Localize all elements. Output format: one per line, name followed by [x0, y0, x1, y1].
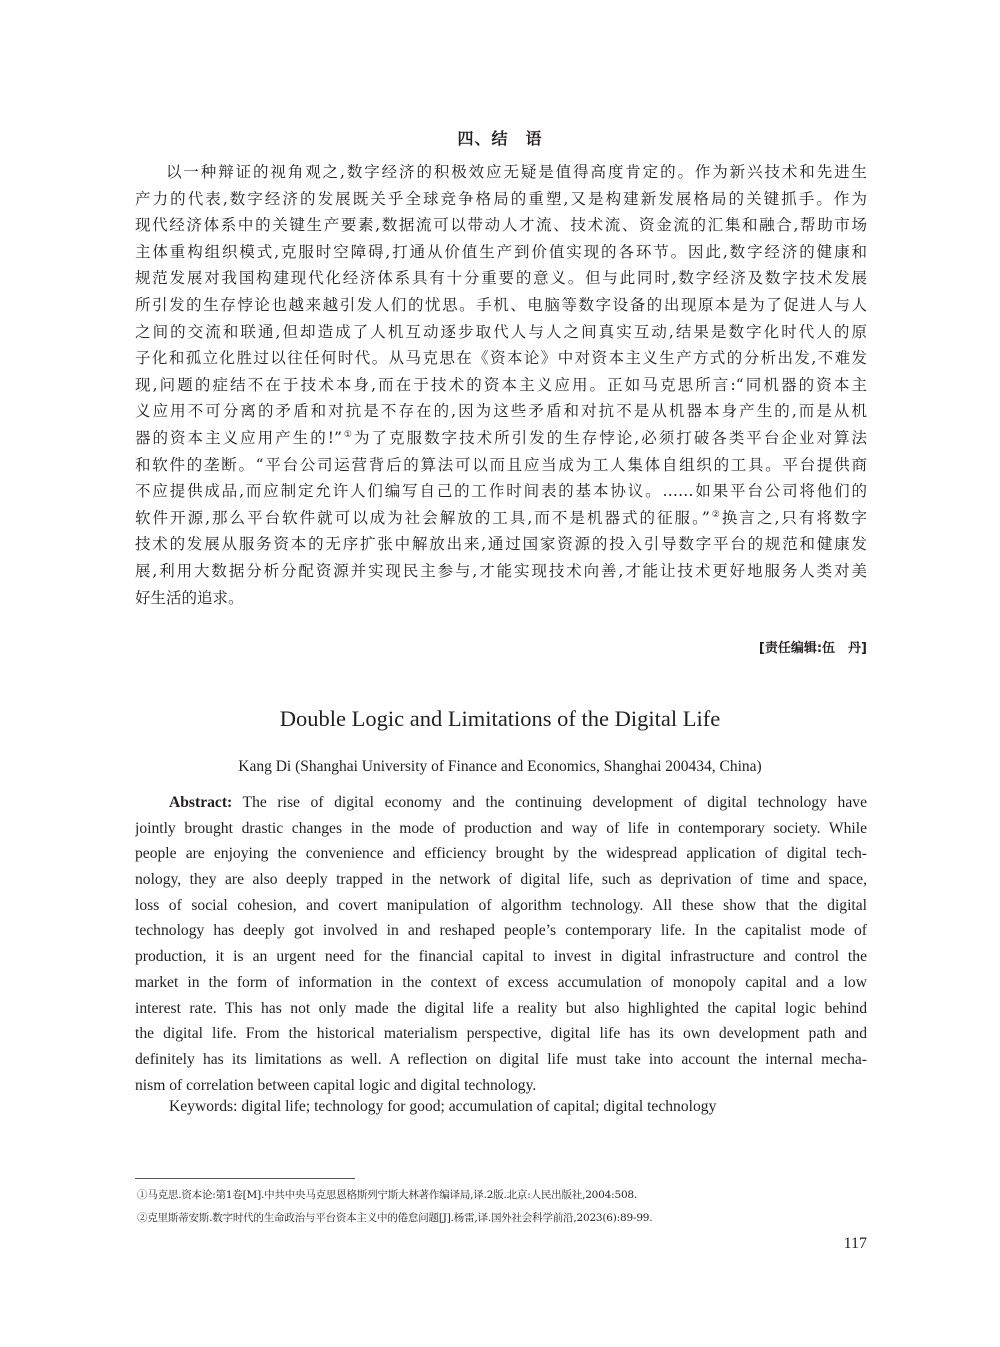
footnote-ref-1[interactable]: ①: [341, 429, 354, 440]
text-span: 器的资本主义应用产生的!”: [135, 428, 342, 447]
text-line: interest rate. This has not only made the digital life a reality but also highlighted the capital logic behind: [135, 999, 867, 1017]
text-span: 软件开源,那么平台软件就可以成为社会解放的工具,而不是机器式的征服。”: [135, 508, 710, 527]
text-line: the digital life. From the historical materialism perspective, digital life has its own development path and: [135, 1025, 867, 1043]
section-heading: 四、结 语: [457, 129, 543, 148]
english-title: Double Logic and Limitations of the Digital Life: [279, 706, 721, 731]
text-line: 义应用不可分离的矛盾和对抗是不存在的,因为这些矛盾和对抗不是从机器本身产生的,而是从机: [135, 402, 867, 421]
text-line: definitely has its limitations as well. A reflection on digital life must take into account the internal mecha-: [135, 1050, 867, 1068]
text-line: nology, they are also deeply trapped in the network of digital life, such as deprivation of time and space,: [135, 871, 867, 889]
text-line: 产力的代表,数字经济的发展既关乎全球竞争格局的重塑,又是构建新发展格局的关键抓手。作为: [135, 189, 867, 208]
text-line: 好生活的追求。: [135, 588, 244, 607]
footnote-2: ②克里斯蒂安斯.数字时代的生命政治与平台资本主义中的倦怠问题[J].杨雷,译.国外社会科学前沿,2023(6):89-99.: [137, 1212, 653, 1224]
text-line: [135, 505, 867, 532]
keywords: Keywords: digital life; technology for good; accumulation of capital; digital technology: [169, 1098, 717, 1115]
footnote-1: ①马克思.资本论:第1卷[M].中共中央马克思恩格斯列宁斯大林著作编译局,译.2版.北京:人民出版社,2004:508.: [137, 1189, 638, 1201]
page-number: 117: [843, 1235, 867, 1252]
text-line: market in the form of information in the context of excess accumulation of monopoly capital and a low: [135, 973, 867, 991]
text-line: 规范发展对我国构建现代化经济体系具有十分重要的意义。但与此同时,数字经济及数字技术发展: [135, 269, 867, 288]
text-line: 不应提供成品,而应制定允许人们编写自己的工作时间表的基本协议。……如果平台公司将他们的: [135, 482, 867, 501]
editor-credit: [责任编辑:伍 丹]: [758, 641, 867, 656]
text-line: loss of social cohesion, and covert manipulation of algorithm technology. All these show that the digital: [135, 896, 867, 914]
text-line: 技术的发展从服务资本的无序扩张中解放出来,通过国家资源的投入引导数字平台的规范和健康发: [135, 535, 867, 554]
text-line: 主体重构组织模式,克服时空障碍,打通从价值生产到价值实现的各环节。因此,数字经济的健康和: [135, 242, 867, 261]
text-line: 所引发的生存悖论也越来越引发人们的忧思。手机、电脑等数字设备的出现原本是为了促进人与人: [135, 295, 867, 314]
text-line: technology has deeply got involved in and reshaped people’s contemporary life. In the capitalist mode of: [135, 922, 867, 940]
text-span: 换言之,只有将数字: [721, 508, 867, 527]
text-line: production, it is an urgent need for the financial capital to invest in digital infrastructure and control the: [135, 948, 867, 966]
abstract: [135, 790, 867, 1098]
abstract-label: Abstract:: [169, 794, 233, 811]
text-line: 和软件的垄断。“平台公司运营背后的算法可以而且应当成为工人集体自组织的工具。平台提供商: [135, 455, 867, 474]
text-line: [135, 790, 867, 816]
text-line: 子化和孤立化胜过以往任何时代。从马克思在《资本论》中对资本主义生产方式的分析出发,不难发: [135, 349, 867, 368]
footnote-divider: [135, 1178, 355, 1179]
text-line: people are enjoying the convenience and efficiency brought by the widespread application of digital tech-: [135, 845, 867, 863]
text-line: 现,问题的症结不在于技术本身,而在于技术的资本主义应用。正如马克思所言:“同机器的资本主: [135, 375, 867, 394]
conclusion-paragraph: [135, 159, 867, 611]
text-line: [135, 425, 867, 452]
footnote-ref-2[interactable]: ②: [709, 509, 722, 520]
author-affiliation: Kang Di (Shanghai University of Finance and Economics, Shanghai 200434, China): [238, 758, 762, 775]
text-line: 现代经济体系中的关键生产要素,数据流可以带动人才流、技术流、资金流的汇集和融合,帮助市场: [135, 216, 867, 235]
text-line: 以一种辩证的视角观之,数字经济的积极效应无疑是值得高度肯定的。作为新兴技术和先进生: [166, 163, 867, 181]
text-line: nism of correlation between capital logic and digital technology.: [135, 1076, 537, 1094]
text-span: The rise of digital economy and the continuing development of digital technology have: [232, 794, 867, 811]
text-line: 展,利用大数据分析分配资源并实现民主参与,才能实现技术向善,才能让技术更好地服务人类对美: [135, 561, 867, 580]
text-line: 之间的交流和联通,但却造成了人机互动逐步取代人与人之间真实互动,结果是数字化时代人的原: [135, 322, 867, 341]
text-span: 为了克服数字技术所引发的生存悖论,必须打破各类平台企业对算法: [353, 428, 867, 447]
text-line: jointly brought drastic changes in the mode of production and way of life in contemporary society. While: [135, 819, 867, 837]
